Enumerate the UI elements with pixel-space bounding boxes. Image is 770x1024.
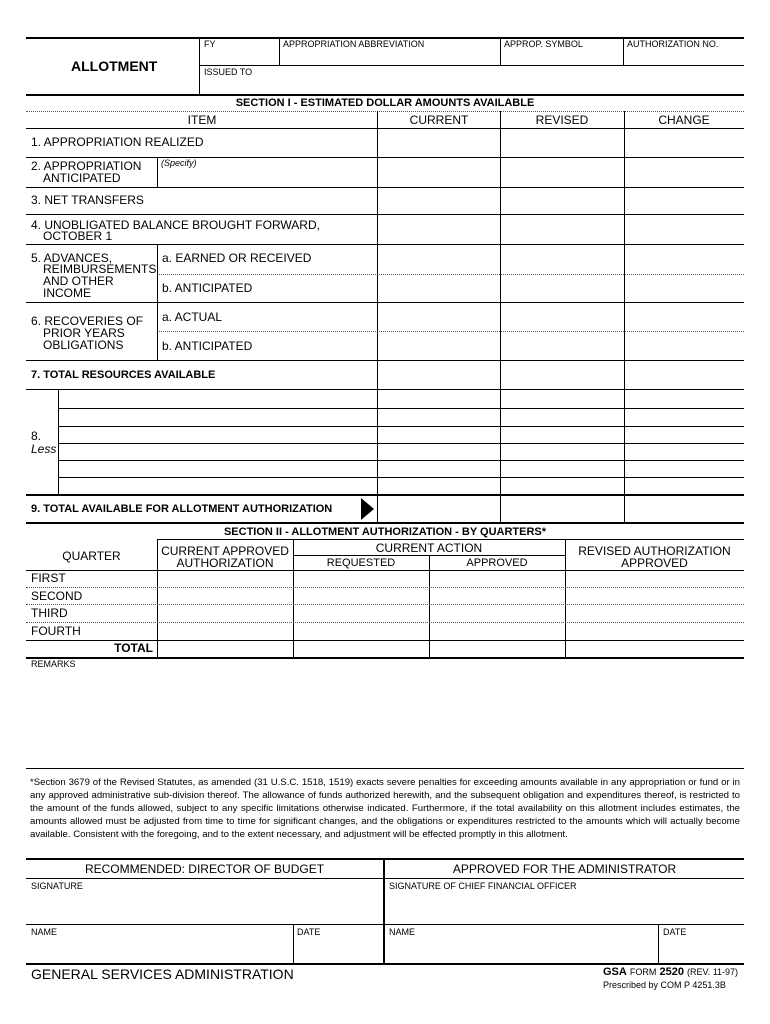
row9-label: 9. TOTAL AVAILABLE FOR ALLOTMENT AUTHORIZATION — [31, 503, 333, 515]
quarter-row-line — [26, 622, 744, 623]
row5a-label: a. EARNED OR RECEIVED — [162, 251, 312, 265]
signature-bottom-border — [26, 963, 744, 965]
form-revision: (REV. 11-97) — [687, 967, 739, 977]
col-revised: REVISED — [535, 113, 589, 127]
section2-title: SECTION II - ALLOTMENT AUTHORIZATION - BY QUARTERS* — [223, 526, 547, 538]
authorization-no-field[interactable]: AUTHORIZATION NO. — [627, 39, 719, 49]
total-label: TOTAL — [114, 641, 153, 655]
cfo-signature-field[interactable]: SIGNATURE OF CHIEF FINANCIAL OFFICER — [389, 881, 577, 891]
quarter-row-line — [26, 570, 744, 571]
col-divider — [500, 111, 501, 523]
row-line — [26, 244, 744, 245]
name-field[interactable]: NAME — [31, 927, 58, 937]
footnote-text: *Section 3679 of the Revised Statutes, as amended (31 U.S.C. 1518, 1519) exacts severe penalties for exceeding amounts available in any appropriation or fund or in any approved administrative sub-division thereof. The allowance of funds authorized herewith, and the subsequent obligation and expenditures thereof, is restricted to the amount of the funds allowed, subject to any specific limitations otherwise indicated. Furthermore, if the total availability on this allotment includes estimates, the amounts allowed must be adjusted from time to time for significant changes, and the obligations or expenditures restricted to the amounts which will actually become available. Consistent with the foregoing, and to the extent necessary, and adjustment will be effected promptly in this allotment. — [30, 777, 740, 840]
row-line — [26, 214, 744, 215]
row6-label: PRIOR YEARS — [43, 326, 125, 340]
quarter-header: QUARTER — [62, 549, 121, 563]
col-divider — [624, 111, 625, 523]
row2-label: ANTICIPATED — [43, 171, 121, 185]
row5-label: INCOME — [43, 286, 91, 300]
form-title: ALLOTMENT — [71, 58, 158, 74]
row-line — [58, 477, 744, 478]
row6a-label: a. ACTUAL — [162, 310, 223, 324]
col-header-line — [26, 128, 744, 129]
section1-title-line — [26, 111, 744, 112]
form-id — [603, 966, 738, 978]
agency-name: GENERAL SERVICES ADMINISTRATION — [31, 966, 294, 982]
cfo-date-field[interactable]: DATE — [663, 927, 687, 937]
row-line — [157, 274, 744, 275]
signature-row-line — [26, 878, 744, 879]
col-change: CHANGE — [658, 113, 710, 127]
remarks-bottom-line — [26, 768, 744, 769]
row-line — [26, 360, 744, 361]
row-line — [58, 460, 744, 461]
revised-header: APPROVED — [621, 556, 688, 570]
row-line — [157, 331, 744, 332]
section2-title-line — [157, 539, 744, 540]
row1-label: 1. APPROPRIATION REALIZED — [31, 135, 204, 149]
row4-label: OCTOBER 1 — [43, 229, 113, 243]
header-divider — [623, 37, 624, 65]
row5-label: REIMBURSEMENTS — [43, 262, 157, 276]
row8-less: Less — [31, 442, 57, 456]
quarter-row-line — [26, 657, 744, 659]
section1-top-border — [26, 94, 744, 96]
row-line — [26, 494, 744, 496]
fy-field[interactable]: FY — [204, 39, 216, 49]
quarter-row-label: THIRD — [31, 606, 68, 620]
row2-label: 2. APPROPRIATION — [31, 159, 142, 173]
issued-to-field[interactable]: ISSUED TO — [204, 67, 253, 77]
current-approved-header: CURRENT APPROVED — [161, 544, 289, 558]
row2-specify[interactable]: (Specify) — [161, 158, 197, 168]
signature-top-border — [26, 858, 744, 860]
recommended-title: RECOMMENDED: DIRECTOR OF BUDGET — [84, 862, 325, 876]
approp-symbol-field[interactable]: APPROP. SYMBOL — [504, 39, 583, 49]
col-current: CURRENT — [409, 113, 469, 127]
row6-label: OBLIGATIONS — [43, 338, 124, 352]
revised-header: REVISED AUTHORIZATION — [578, 544, 731, 558]
row-line — [26, 187, 744, 188]
header-row-line — [199, 65, 744, 66]
row5-label: AND OTHER — [43, 274, 114, 288]
row-line — [26, 157, 744, 158]
col-item: ITEM — [187, 113, 217, 127]
requested-header: REQUESTED — [326, 557, 396, 569]
row-divider — [157, 157, 158, 187]
form-word: FORM — [629, 967, 657, 977]
date-field[interactable]: DATE — [297, 927, 321, 937]
cfo-name-field[interactable]: NAME — [389, 927, 416, 937]
appropriation-abbreviation-field[interactable]: APPROPRIATION ABBREVIATION — [283, 39, 425, 49]
prescribed-by: Prescribed by COM P 4251.3B — [603, 980, 726, 990]
header-divider — [279, 37, 280, 65]
row-divider — [58, 389, 59, 494]
quarter-row-label: FOURTH — [31, 624, 81, 638]
section2-top-border — [26, 522, 744, 524]
row-line — [58, 443, 744, 444]
signature-divider — [658, 924, 659, 964]
quarter-row-line — [26, 587, 744, 588]
row8-label: 8. — [31, 429, 42, 443]
remarks-field[interactable]: REMARKS — [31, 659, 76, 669]
header-divider — [500, 37, 501, 65]
signature-field[interactable]: SIGNATURE — [31, 881, 83, 891]
row-divider — [157, 244, 158, 360]
current-action-header: CURRENT ACTION — [375, 541, 483, 555]
gsa-label: GSA — [603, 966, 627, 978]
row5-label: 5. ADVANCES, — [31, 251, 113, 265]
row-line — [26, 302, 744, 303]
row6-label: 6. RECOVERIES OF — [31, 314, 144, 328]
signature-divider — [293, 924, 294, 964]
row7-label: 7. TOTAL RESOURCES AVAILABLE — [31, 369, 216, 381]
approved-title: APPROVED FOR THE ADMINISTRATOR — [452, 862, 677, 876]
row-line — [58, 408, 744, 409]
col-divider — [377, 111, 378, 523]
section1-title: SECTION I - ESTIMATED DOLLAR AMOUNTS AVAILABLE — [235, 97, 535, 109]
current-approved-header: AUTHORIZATION — [176, 556, 274, 570]
signature-row-line — [26, 924, 744, 925]
row4-label: 4. UNOBLIGATED BALANCE BROUGHT FORWARD, — [31, 218, 320, 232]
arrow-right-icon — [361, 498, 374, 520]
row-line — [58, 426, 744, 427]
form-number: 2520 — [659, 966, 684, 978]
quarter-row-label: SECOND — [31, 589, 83, 603]
quarter-row-label: FIRST — [31, 571, 66, 585]
approved-header: APPROVED — [466, 557, 528, 569]
row5b-label: b. ANTICIPATED — [162, 281, 253, 295]
row3-label: 3. NET TRANSFERS — [31, 193, 144, 207]
row6b-label: b. ANTICIPATED — [162, 339, 253, 353]
row-line — [26, 389, 744, 390]
quarter-row-line — [26, 604, 744, 605]
